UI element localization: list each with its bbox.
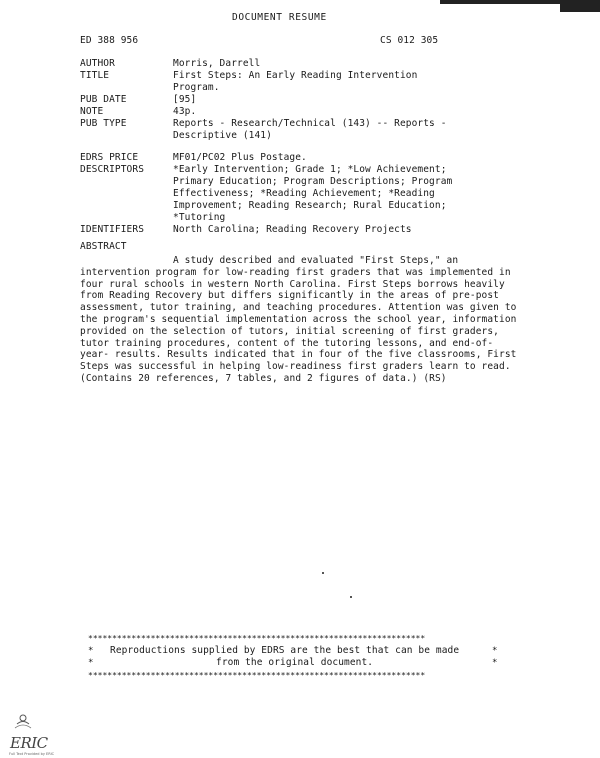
field-label-author: AUTHOR	[80, 58, 115, 69]
field-value-pub-date: [95]	[173, 94, 197, 105]
abstract-heading: ABSTRACT	[80, 241, 127, 252]
field-value-descriptors-line3: Effectiveness; *Reading Achievement; *Reading	[173, 188, 435, 199]
field-value-descriptors-line2: Primary Education; Program Descriptions; Program	[173, 176, 453, 187]
field-value-descriptors-line5: *Tutoring	[173, 212, 226, 223]
field-value-note: 43p.	[173, 106, 197, 117]
abstract-text: A study described and evaluated "First Steps," an intervention program for low-reading first graders that was implemented in four rural schools in western North Carolina. First Steps borrows heavily from Reading Recovery but differs significantly in the areas of pre-post assessment, tutor training, and teaching procedures. Attention was given to the program's sequential implementation across the school year, information provided on the selection of tutors, initial screening of first graders, tutor training procedures, content of the tutoring lessons, and end-of-year- results. Results indicated that in four of the five classrooms, First Steps was successful in helping low-readiness first graders learn to read. (Contains 20 references, 7 tables, and 2 figures of data.) (RS)	[80, 255, 517, 384]
reproduction-line2: from the original document.	[216, 657, 374, 668]
field-label-edrs-price: EDRS PRICE	[80, 152, 139, 163]
field-value-title-line2: Program.	[173, 82, 220, 93]
field-value-title-line1: First Steps: An Early Reading Intervention	[173, 70, 418, 81]
star-left-2: *	[88, 658, 94, 668]
field-value-identifiers: North Carolina; Reading Recovery Projects	[173, 224, 412, 235]
field-value-edrs-price: MF01/PC02 Plus Postage.	[173, 152, 307, 163]
eric-logo-subtext: Full Text Provided by ERIC	[9, 752, 55, 756]
field-label-identifiers: IDENTIFIERS	[80, 224, 145, 235]
document-title: DOCUMENT RESUME	[232, 12, 327, 23]
field-label-title: TITLE	[80, 70, 110, 81]
scan-corner-mark-2	[560, 4, 600, 12]
field-value-pub-type-line1: Reports - Research/Technical (143) -- Reports -	[173, 118, 447, 129]
star-right: *	[492, 646, 498, 656]
ed-number: ED 388 956	[80, 35, 139, 46]
field-value-pub-type-line2: Descriptive (141)	[173, 130, 272, 141]
scan-speck	[350, 596, 352, 598]
star-left: *	[88, 646, 94, 656]
cs-number: CS 012 305	[380, 35, 439, 46]
reproduction-notice	[88, 645, 498, 741]
field-value-descriptors-line4: Improvement; Reading Research; Rural Education;	[173, 200, 447, 211]
star-border-top: **********************************************************************	[88, 634, 426, 643]
field-value-descriptors-line1: *Early Intervention; Grade 1; *Low Achievement;	[173, 164, 447, 175]
star-right-2: *	[492, 658, 498, 668]
field-label-descriptors: DESCRIPTORS	[80, 164, 145, 175]
eric-logo-text: ERIC	[10, 734, 48, 752]
reproduction-line1: Reproductions supplied by EDRS are the best that can be made	[110, 645, 460, 656]
field-label-pub-date: PUB DATE	[80, 94, 127, 105]
field-label-note: NOTE	[80, 106, 104, 117]
field-label-pub-type: PUB TYPE	[80, 118, 127, 129]
star-border-bottom: **********************************************************************	[88, 671, 426, 680]
scan-speck	[322, 572, 324, 574]
field-value-author: Morris, Darrell	[173, 58, 261, 69]
abstract-body	[80, 255, 520, 385]
